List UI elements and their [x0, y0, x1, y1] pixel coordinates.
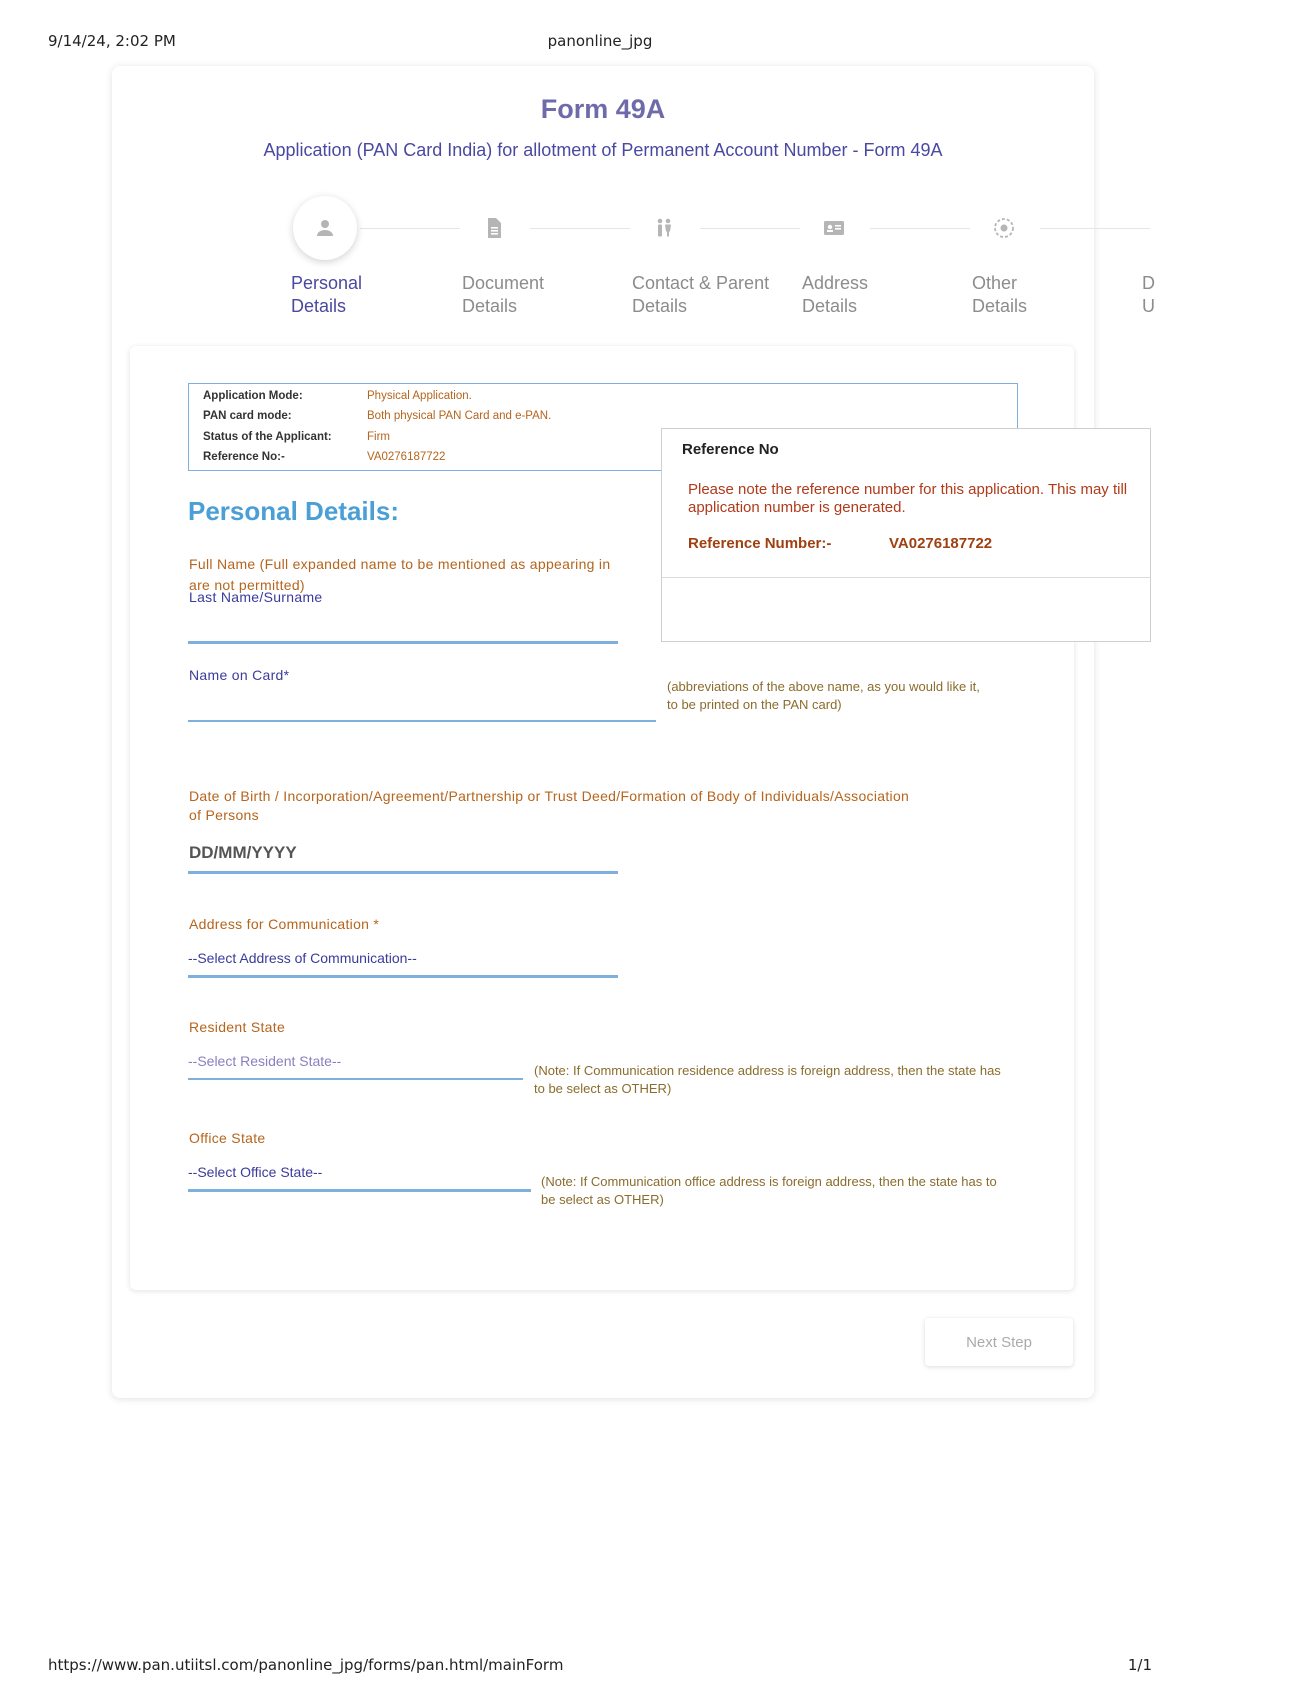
address-select[interactable]: --Select Address of Communication-- — [188, 950, 417, 966]
address-label: Address for Communication * — [189, 916, 380, 932]
info-label-application-mode: Application Mode: — [203, 390, 303, 402]
parents-icon — [652, 216, 676, 240]
dialog-reference-label: Reference Number:- — [688, 535, 832, 552]
office-state-note: (Note: If Communication office address is foreign address, then the state has to be select as OTHER) — [541, 1174, 997, 1207]
full-name-label-cont: are not permitted) — [189, 577, 305, 593]
section-title: Personal Details: — [188, 496, 399, 526]
office-state-underline[interactable] — [188, 1189, 531, 1192]
step-contact-parent-details[interactable] — [632, 196, 802, 318]
resident-state-note: (Note: If Communication residence address is foreign address, then the state has to be select as OTHER) — [534, 1063, 1001, 1096]
info-value-reference-no: VA0276187722 — [367, 451, 446, 463]
print-page-title: panonline_jpg — [547, 32, 653, 50]
dialog-reference-value: VA0276187722 — [889, 535, 993, 552]
info-label-applicant-status: Status of the Applicant: — [203, 431, 332, 443]
form-subtitle: Application (PAN Card India) for allotment of Permanent Account Number - Form 49A — [263, 140, 943, 160]
name-on-card-note: (abbreviations of the above name, as you would like it, to be printed on the PAN card) — [667, 679, 980, 712]
office-state-select[interactable]: --Select Office State-- — [188, 1164, 323, 1180]
dob-label-cont: of Persons — [189, 807, 259, 823]
name-on-card-input[interactable] — [188, 720, 656, 722]
dob-input-placeholder[interactable]: DD/MM/YYYY — [189, 843, 297, 862]
step-label: Document Details — [462, 273, 545, 316]
dialog-divider — [662, 577, 1150, 578]
step-declaration-upload[interactable] — [1142, 196, 1302, 318]
info-value-applicant-status: Firm — [367, 431, 390, 443]
step-icon-circle — [632, 196, 696, 260]
last-name-label: Last Name/Surname — [189, 589, 323, 605]
step-icon-circle — [1142, 196, 1206, 260]
resident-state-label: Resident State — [189, 1019, 286, 1035]
form-title: Form 49A — [540, 94, 666, 124]
step-label: D U — [1142, 273, 1155, 316]
step-label: Other Details — [972, 273, 1028, 316]
dob-label: Date of Birth / Incorporation/Agreement/Partnership or Trust Deed/Formation of Body of Individuals/Association — [189, 788, 910, 804]
info-label-pan-card-mode: PAN card mode: — [203, 410, 292, 422]
dialog-message: Please note the reference number for this application. This may till application number is generated. — [688, 481, 1128, 516]
name-on-card-label: Name on Card* — [189, 667, 290, 683]
resident-state-underline[interactable] — [188, 1078, 523, 1080]
form-stepper — [0, 196, 1155, 326]
address-select-underline[interactable] — [188, 975, 618, 978]
step-icon-circle — [802, 196, 866, 260]
step-other-details[interactable] — [972, 196, 1132, 318]
person-icon — [313, 216, 337, 240]
print-page-number: 1/1 — [1127, 1656, 1152, 1674]
step-document-details[interactable] — [462, 196, 622, 318]
dob-input[interactable] — [188, 871, 618, 874]
step-label: Contact & Parent Details — [632, 273, 770, 316]
step-personal-details[interactable] — [293, 196, 453, 318]
reference-number-dialog — [661, 428, 1151, 642]
full-name-label: Full Name (Full expanded name to be mentioned as appearing in — [189, 556, 611, 572]
step-icon-circle — [972, 196, 1036, 260]
office-state-label: Office State — [189, 1130, 266, 1146]
id-card-icon — [822, 216, 846, 240]
last-name-input[interactable] — [188, 641, 618, 644]
document-icon — [482, 216, 506, 240]
dialog-title: Reference No — [682, 441, 779, 458]
step-icon-circle — [293, 196, 357, 260]
info-value-application-mode: Physical Application. — [367, 390, 472, 402]
step-address-details[interactable] — [802, 196, 962, 318]
print-datetime: 9/14/24, 2:02 PM — [48, 32, 176, 50]
info-value-pan-card-mode: Both physical PAN Card and e-PAN. — [367, 410, 552, 422]
print-url: https://www.pan.utiitsl.com/panonline_jpg/forms/pan.html/mainForm — [48, 1656, 564, 1674]
next-step-button[interactable]: Next Step — [925, 1318, 1073, 1366]
resident-state-select[interactable]: --Select Resident State-- — [188, 1053, 342, 1069]
step-label: Address Details — [802, 273, 869, 316]
step-label: Personal Details — [291, 273, 363, 316]
radio-target-icon — [992, 216, 1016, 240]
info-label-reference-no: Reference No:- — [203, 451, 285, 463]
step-icon-circle — [462, 196, 526, 260]
